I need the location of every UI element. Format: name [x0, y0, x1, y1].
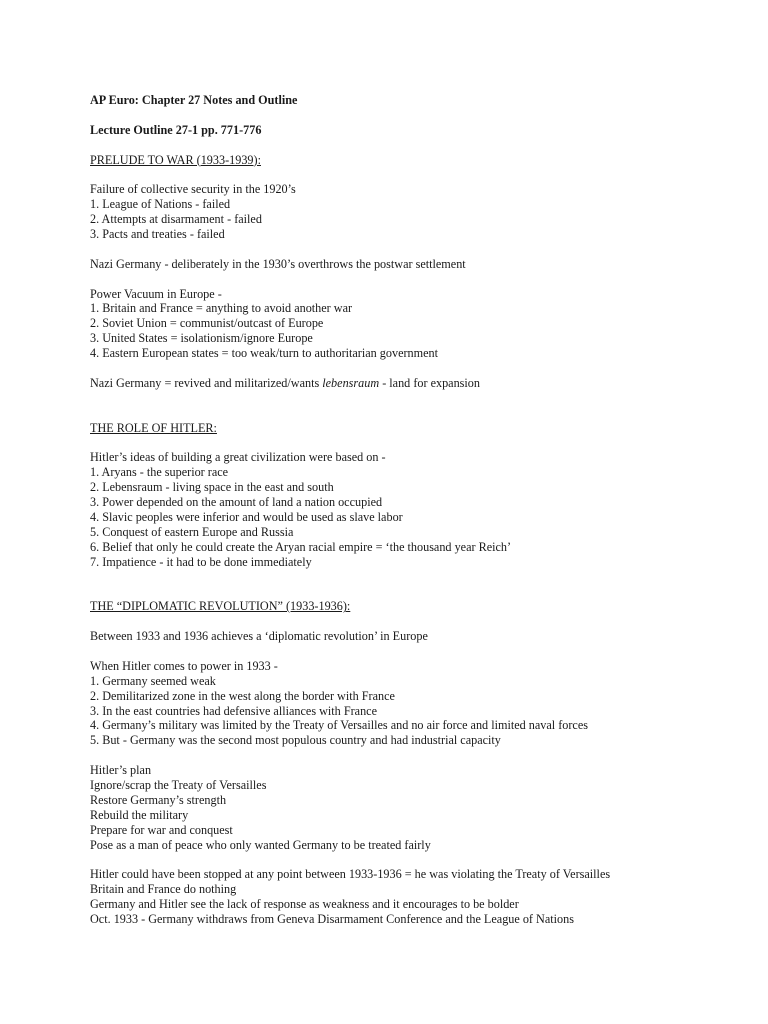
- list-item: Pose as a man of peace who only wanted Germany to be treated fairly: [90, 837, 431, 852]
- hitler-plan-intro: Hitler’s plan: [90, 763, 152, 778]
- list-item: Restore Germany’s strength: [90, 792, 227, 807]
- list-item: Prepare for war and conquest: [90, 822, 233, 837]
- section-heading-hitler: THE ROLE OF HITLER:: [90, 420, 217, 435]
- document-page: [90, 93, 730, 927]
- section-heading-diplomatic: THE “DIPLOMATIC REVOLUTION” (1933-1936):: [90, 599, 351, 614]
- list-item: 1. Aryans - the superior race: [90, 465, 229, 480]
- document-subtitle: Lecture Outline 27-1 pp. 771-776: [90, 122, 262, 137]
- list-item: 5. But - Germany was the second most populous country and had industrial capacity: [90, 733, 501, 748]
- blank-line: [90, 361, 730, 376]
- list-item: Oct. 1933 - Germany withdraws from Geneva Disarmament Conference and the League of Nations: [90, 911, 574, 926]
- list-item: 5. Conquest of eastern Europe and Russia: [90, 524, 294, 539]
- blank-line: [90, 272, 730, 287]
- blank-line: [90, 570, 730, 585]
- blank-line: [90, 138, 730, 153]
- list-item: Britain and France do nothing: [90, 882, 237, 897]
- lebensraum-term: lebensraum: [322, 375, 380, 390]
- blank-line: [90, 391, 730, 406]
- diplomatic-intro: Between 1933 and 1936 achieves a ‘diplomatic revolution’ in Europe: [90, 629, 428, 644]
- list-item: 4. Slavic peoples were inferior and would be used as slave labor: [90, 509, 403, 524]
- blank-line: [90, 584, 730, 599]
- list-item: 4. Eastern European states = too weak/turn to authoritarian government: [90, 346, 439, 361]
- list-item: 3. Pacts and treaties - failed: [90, 227, 225, 242]
- section-heading-prelude: PRELUDE TO WAR (1933-1939):: [90, 152, 261, 167]
- list-item: Hitler could have been stopped at any point between 1933-1936 = he was violating the Treaty of Versailles: [90, 867, 611, 882]
- blank-line: [90, 435, 730, 450]
- list-item: 4. Germany’s military was limited by the Treaty of Versailles and no air force and limited naval forces: [90, 718, 588, 733]
- list-item: 7. Impatience - it had to be done immediately: [90, 554, 312, 569]
- lebensraum-line: [90, 376, 730, 391]
- list-item: 2. Soviet Union = communist/outcast of Europe: [90, 316, 324, 331]
- blank-line: [90, 108, 730, 123]
- list-item: 6. Belief that only he could create the Aryan racial empire = ‘the thousand year Reich’: [90, 539, 512, 554]
- collective-security-intro: Failure of collective security in the 1920’s: [90, 182, 296, 197]
- list-item: 2. Attempts at disarmament - failed: [90, 212, 262, 227]
- lebensraum-line-after: - land for expansion: [379, 375, 480, 390]
- hitler-ideas-intro: Hitler’s ideas of building a great civilization were based on -: [90, 450, 386, 465]
- list-item: 2. Demilitarized zone in the west along the border with France: [90, 688, 395, 703]
- list-item: 1. Britain and France = anything to avoid another war: [90, 301, 353, 316]
- power-1933-intro: When Hitler comes to power in 1933 -: [90, 658, 278, 673]
- blank-line: [90, 614, 730, 629]
- blank-line: [90, 852, 730, 867]
- list-item: Germany and Hitler see the lack of response as weakness and it encourages to be bolder: [90, 897, 519, 912]
- blank-line: [90, 644, 730, 659]
- list-item: 1. League of Nations - failed: [90, 197, 231, 212]
- blank-line: [90, 406, 730, 421]
- blank-line: [90, 167, 730, 182]
- nazi-overthrow-line: Nazi Germany - deliberately in the 1930’s overthrows the postwar settlement: [90, 256, 466, 271]
- list-item: 3. United States = isolationism/ignore Europe: [90, 331, 313, 346]
- list-item: Rebuild the military: [90, 807, 189, 822]
- list-item: Ignore/scrap the Treaty of Versailles: [90, 777, 267, 792]
- blank-line: [90, 242, 730, 257]
- lebensraum-line-before: Nazi Germany = revived and militarized/wants: [90, 375, 323, 390]
- list-item: 3. Power depended on the amount of land a nation occupied: [90, 495, 383, 510]
- document-title: AP Euro: Chapter 27 Notes and Outline: [90, 93, 298, 107]
- list-item: 2. Lebensraum - living space in the east and south: [90, 480, 334, 495]
- list-item: 3. In the east countries had defensive alliances with France: [90, 703, 377, 718]
- list-item: 1. Germany seemed weak: [90, 673, 216, 688]
- power-vacuum-intro: Power Vacuum in Europe -: [90, 286, 222, 301]
- blank-line: [90, 748, 730, 763]
